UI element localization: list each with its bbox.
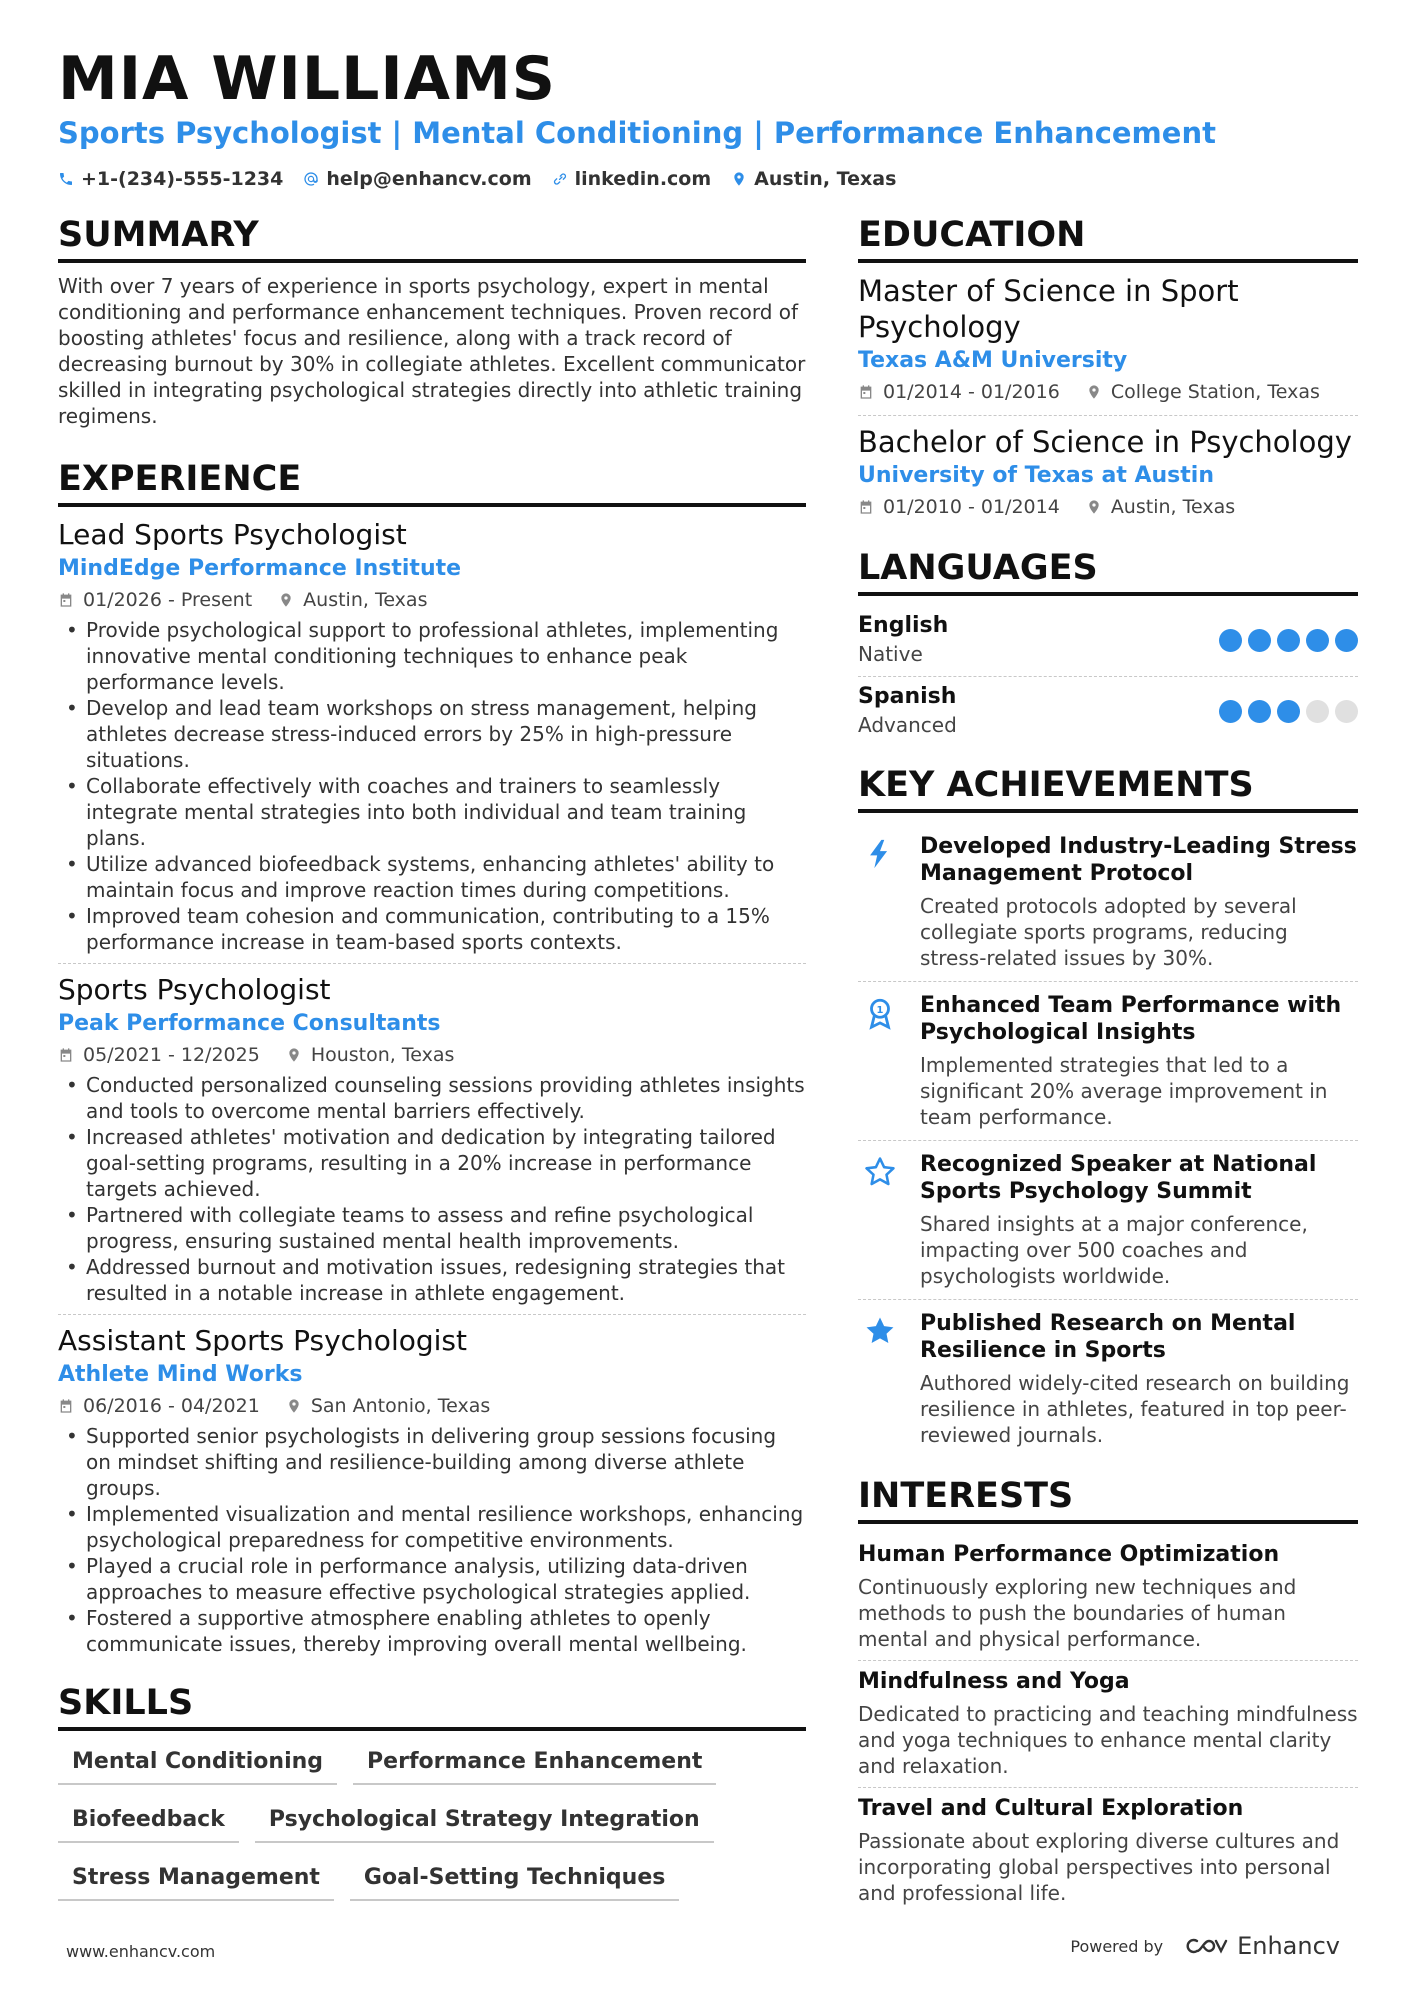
interest-title: Travel and Cultural Exploration bbox=[858, 1796, 1244, 1821]
job-dates-text: 05/2021 - 12/2025 bbox=[83, 1044, 260, 1066]
achievement-desc: Implemented strategies that led to a significant 20% average improvement in team performance. bbox=[920, 1053, 1328, 1129]
summary-heading: SUMMARY bbox=[58, 215, 806, 263]
footer-website[interactable]: www.enhancv.com bbox=[66, 1942, 216, 1961]
star-filled-icon bbox=[863, 1314, 897, 1348]
contact-linkedin-text: linkedin.com bbox=[574, 168, 712, 190]
bullet-item: • Collaborate effectively with coaches and trainers to seamlessly integrate mental strategies into both individual and team training plans. bbox=[58, 773, 806, 851]
skill-tag: Psychological Strategy Integration bbox=[255, 1799, 714, 1843]
interest-title: Human Performance Optimization bbox=[858, 1542, 1280, 1567]
lightning-bolt-icon bbox=[863, 837, 897, 871]
education-location-text: Austin, Texas bbox=[1110, 496, 1236, 518]
achievement-entry bbox=[858, 981, 1358, 1140]
job-title: Sports Psychologist bbox=[58, 973, 331, 1006]
job-dates bbox=[58, 585, 252, 615]
bullet-item: • Conducted personalized counseling sessions providing athletes insights and tools to overcome mental barriers effectively. bbox=[58, 1072, 806, 1124]
calendar-icon bbox=[58, 592, 74, 608]
achievements-heading: KEY ACHIEVEMENTS bbox=[858, 765, 1358, 813]
location-pin-icon bbox=[1086, 384, 1102, 400]
language-rating bbox=[1219, 700, 1358, 723]
job-dates-text: 06/2016 - 04/2021 bbox=[83, 1395, 260, 1417]
education-heading: EDUCATION bbox=[858, 215, 1358, 263]
job-location bbox=[286, 1391, 490, 1421]
right-column bbox=[858, 215, 1358, 1914]
job-title: Lead Sports Psychologist bbox=[58, 518, 407, 551]
achievements-section bbox=[858, 765, 1358, 1458]
bullet-item: • Supported senior psychologists in delivering group sessions focusing on mindset shifting and resilience-building among diverse athlete groups. bbox=[58, 1423, 806, 1501]
education-dates-text: 01/2010 - 01/2014 bbox=[883, 496, 1060, 518]
skills-list bbox=[58, 1741, 806, 1901]
rating-dot-filled bbox=[1306, 629, 1329, 652]
skills-section bbox=[58, 1683, 806, 1901]
rating-dot-filled bbox=[1248, 629, 1271, 652]
brand-logo[interactable] bbox=[1183, 1932, 1340, 1960]
company-name: MindEdge Performance Institute bbox=[58, 556, 462, 581]
job-location bbox=[278, 585, 427, 615]
education-dates bbox=[858, 377, 1060, 407]
achievement-title: Recognized Speaker at National Sports Psychology Summit bbox=[920, 1152, 1317, 1204]
education-dates bbox=[858, 492, 1060, 522]
powered-by-label: Powered by bbox=[1070, 1936, 1164, 1956]
achievement-entry bbox=[858, 823, 1358, 981]
award-ribbon-icon bbox=[863, 996, 897, 1030]
achievement-desc: Authored widely-cited research on building resilience in athletes, featured in top peer-reviewed journals. bbox=[920, 1371, 1350, 1447]
rating-dot-filled bbox=[1248, 700, 1271, 723]
contact-location-text: Austin, Texas bbox=[754, 168, 897, 190]
job-location bbox=[286, 1040, 455, 1070]
job-entry bbox=[58, 1314, 806, 1665]
skill-tag: Stress Management bbox=[58, 1857, 334, 1901]
language-rating bbox=[1219, 629, 1358, 652]
contact-bar bbox=[58, 168, 896, 190]
location-pin-icon bbox=[286, 1047, 302, 1063]
interests-heading: INTERESTS bbox=[858, 1476, 1358, 1524]
bullet-item: • Increased athletes' motivation and dedication by integrating tailored goal-setting programs, resulting in a 20% increase in performance targets achieved. bbox=[58, 1124, 806, 1202]
education-dates-text: 01/2014 - 01/2016 bbox=[883, 381, 1060, 403]
company-name: Peak Performance Consultants bbox=[58, 1011, 441, 1036]
skill-tag: Biofeedback bbox=[58, 1799, 239, 1843]
rating-dot-filled bbox=[1277, 629, 1300, 652]
contact-email-text: help@enhancv.com bbox=[326, 168, 532, 190]
company-name: Athlete Mind Works bbox=[58, 1362, 303, 1387]
bullet-item: • Develop and lead team workshops on stress management, helping athletes decrease stress-induced errors by 25% in high-pressure situations. bbox=[58, 695, 806, 773]
job-bullets bbox=[58, 1072, 806, 1306]
location-pin-icon bbox=[1086, 499, 1102, 515]
achievement-title: Published Research on Mental Resilience in Sports bbox=[920, 1311, 1296, 1363]
education-meta bbox=[858, 492, 1358, 522]
contact-phone-text: +1-(234)-555-1234 bbox=[81, 168, 284, 190]
svg-text:1: 1 bbox=[876, 1005, 884, 1016]
bullet-item: • Improved team cohesion and communication, contributing to a 15% performance increase in team-based sports contexts. bbox=[58, 903, 806, 955]
calendar-icon bbox=[858, 499, 874, 515]
job-location-text: San Antonio, Texas bbox=[310, 1395, 491, 1417]
achievement-title: Developed Industry-Leading Stress Management Protocol bbox=[920, 834, 1357, 886]
achievement-entry bbox=[858, 1299, 1358, 1458]
education-location bbox=[1086, 377, 1320, 407]
job-location-text: Austin, Texas bbox=[303, 589, 428, 611]
brand-name: Enhancv bbox=[1237, 1932, 1340, 1960]
job-title: Assistant Sports Psychologist bbox=[58, 1324, 467, 1357]
interest-entry bbox=[858, 1787, 1358, 1914]
summary-text: With over 7 years of experience in sports psychology, expert in mental conditioning and performance enhancement techniques. Proven record of boosting athletes' focus and resilience, along with a track record of decreasing burnout by 30% in collegiate athletes. Excellent communicator skilled in integrating psychological strategies directly into athletic training regimens. bbox=[58, 274, 806, 428]
job-bullets bbox=[58, 617, 806, 955]
achievement-desc: Created protocols adopted by several collegiate sports programs, reducing stress-related issues by 30%. bbox=[920, 894, 1297, 970]
interest-desc: Continuously exploring new techniques and methods to push the boundaries of human mental and physical performance. bbox=[858, 1575, 1297, 1651]
language-entry bbox=[858, 676, 1358, 747]
education-section bbox=[858, 215, 1358, 530]
language-level: Advanced bbox=[858, 713, 957, 737]
job-dates bbox=[58, 1391, 260, 1421]
enhancv-logo-icon bbox=[1183, 1934, 1229, 1958]
contact-email[interactable] bbox=[303, 168, 531, 190]
summary-section bbox=[58, 215, 806, 429]
experience-heading: EXPERIENCE bbox=[58, 459, 806, 507]
achievement-title: Enhanced Team Performance with Psychological Insights bbox=[920, 993, 1342, 1045]
interest-entry bbox=[858, 1660, 1358, 1787]
candidate-name: MIA WILLIAMS bbox=[58, 44, 557, 114]
language-name: English bbox=[858, 613, 949, 638]
phone-icon bbox=[58, 171, 74, 187]
bullet-item: • Provide psychological support to professional athletes, implementing innovative mental conditioning techniques to enhance peak performance levels. bbox=[58, 617, 806, 695]
calendar-icon bbox=[858, 384, 874, 400]
school-name: University of Texas at Austin bbox=[858, 463, 1214, 488]
skill-tag: Goal-Setting Techniques bbox=[350, 1857, 679, 1901]
achievement-desc: Shared insights at a major conference, impacting over 500 coaches and psychologists worldwide. bbox=[920, 1212, 1308, 1288]
job-meta bbox=[58, 1391, 806, 1421]
degree-title: Bachelor of Science in Psychology bbox=[858, 425, 1352, 459]
location-pin-icon bbox=[286, 1398, 302, 1414]
education-entry bbox=[858, 415, 1358, 530]
language-name: Spanish bbox=[858, 684, 957, 709]
languages-section bbox=[858, 548, 1358, 747]
rating-dot-filled bbox=[1277, 700, 1300, 723]
bullet-item: • Played a crucial role in performance analysis, utilizing data-driven approaches to measure effective psychological strategies applied. bbox=[58, 1553, 806, 1605]
education-location bbox=[1086, 492, 1235, 522]
rating-dot-empty bbox=[1306, 700, 1329, 723]
bullet-item: • Partnered with collegiate teams to assess and refine psychological progress, ensuring sustained mental health improvements. bbox=[58, 1202, 806, 1254]
job-dates bbox=[58, 1040, 260, 1070]
calendar-icon bbox=[58, 1398, 74, 1414]
rating-dot-empty bbox=[1335, 700, 1358, 723]
school-name: Texas A&M University bbox=[858, 348, 1128, 373]
calendar-icon bbox=[58, 1047, 74, 1063]
location-pin-icon bbox=[278, 592, 294, 608]
skill-tag: Mental Conditioning bbox=[58, 1741, 337, 1785]
interests-section bbox=[858, 1476, 1358, 1914]
rating-dot-filled bbox=[1335, 629, 1358, 652]
degree-title: Master of Science in Sport Psychology bbox=[858, 274, 1239, 344]
bullet-item: • Utilize advanced biofeedback systems, enhancing athletes' ability to maintain focus and improve reaction times during competitions. bbox=[58, 851, 806, 903]
left-column bbox=[58, 215, 806, 1901]
job-meta bbox=[58, 585, 806, 615]
language-entry bbox=[858, 606, 1358, 676]
education-meta bbox=[858, 377, 1358, 407]
rating-dot-filled bbox=[1219, 629, 1242, 652]
interest-title: Mindfulness and Yoga bbox=[858, 1669, 1130, 1694]
achievement-entry bbox=[858, 1140, 1358, 1299]
headline: Sports Psychologist | Mental Conditioning | Performance Enhancement bbox=[58, 116, 1216, 150]
bullet-item: • Fostered a supportive atmosphere enabling athletes to openly communicate issues, thereby improving overall mental wellbeing. bbox=[58, 1605, 806, 1657]
interest-desc: Passionate about exploring diverse cultures and incorporating global perspectives into personal and professional life. bbox=[858, 1829, 1340, 1905]
skills-heading: SKILLS bbox=[58, 1683, 806, 1731]
link-icon bbox=[552, 171, 568, 187]
location-pin-icon bbox=[731, 171, 747, 187]
job-dates-text: 01/2026 - Present bbox=[83, 589, 253, 611]
interest-desc: Dedicated to practicing and teaching mindfulness and yoga techniques to enhance mental clarity and relaxation. bbox=[858, 1702, 1358, 1778]
job-location-text: Houston, Texas bbox=[310, 1044, 455, 1066]
rating-dot-filled bbox=[1219, 700, 1242, 723]
education-location-text: College Station, Texas bbox=[1110, 381, 1320, 403]
job-bullets bbox=[58, 1423, 806, 1657]
language-level: Native bbox=[858, 642, 923, 666]
experience-section bbox=[58, 459, 806, 1665]
job-entry bbox=[58, 517, 806, 963]
contact-linkedin[interactable] bbox=[552, 168, 712, 190]
footer-brand bbox=[1070, 1932, 1340, 1960]
job-entry bbox=[58, 963, 806, 1314]
languages-heading: LANGUAGES bbox=[858, 548, 1358, 596]
contact-location bbox=[731, 168, 896, 190]
interest-entry bbox=[858, 1534, 1358, 1660]
job-meta bbox=[58, 1040, 806, 1070]
star-outline-icon bbox=[863, 1155, 897, 1189]
bullet-item: • Addressed burnout and motivation issues, redesigning strategies that resulted in a notable increase in athlete engagement. bbox=[58, 1254, 806, 1306]
education-entry bbox=[858, 273, 1358, 415]
bullet-item: • Implemented visualization and mental resilience workshops, enhancing psychological preparedness for competitive environments. bbox=[58, 1501, 806, 1553]
skill-tag: Performance Enhancement bbox=[353, 1741, 716, 1785]
contact-phone[interactable] bbox=[58, 168, 283, 190]
at-icon bbox=[303, 171, 319, 187]
